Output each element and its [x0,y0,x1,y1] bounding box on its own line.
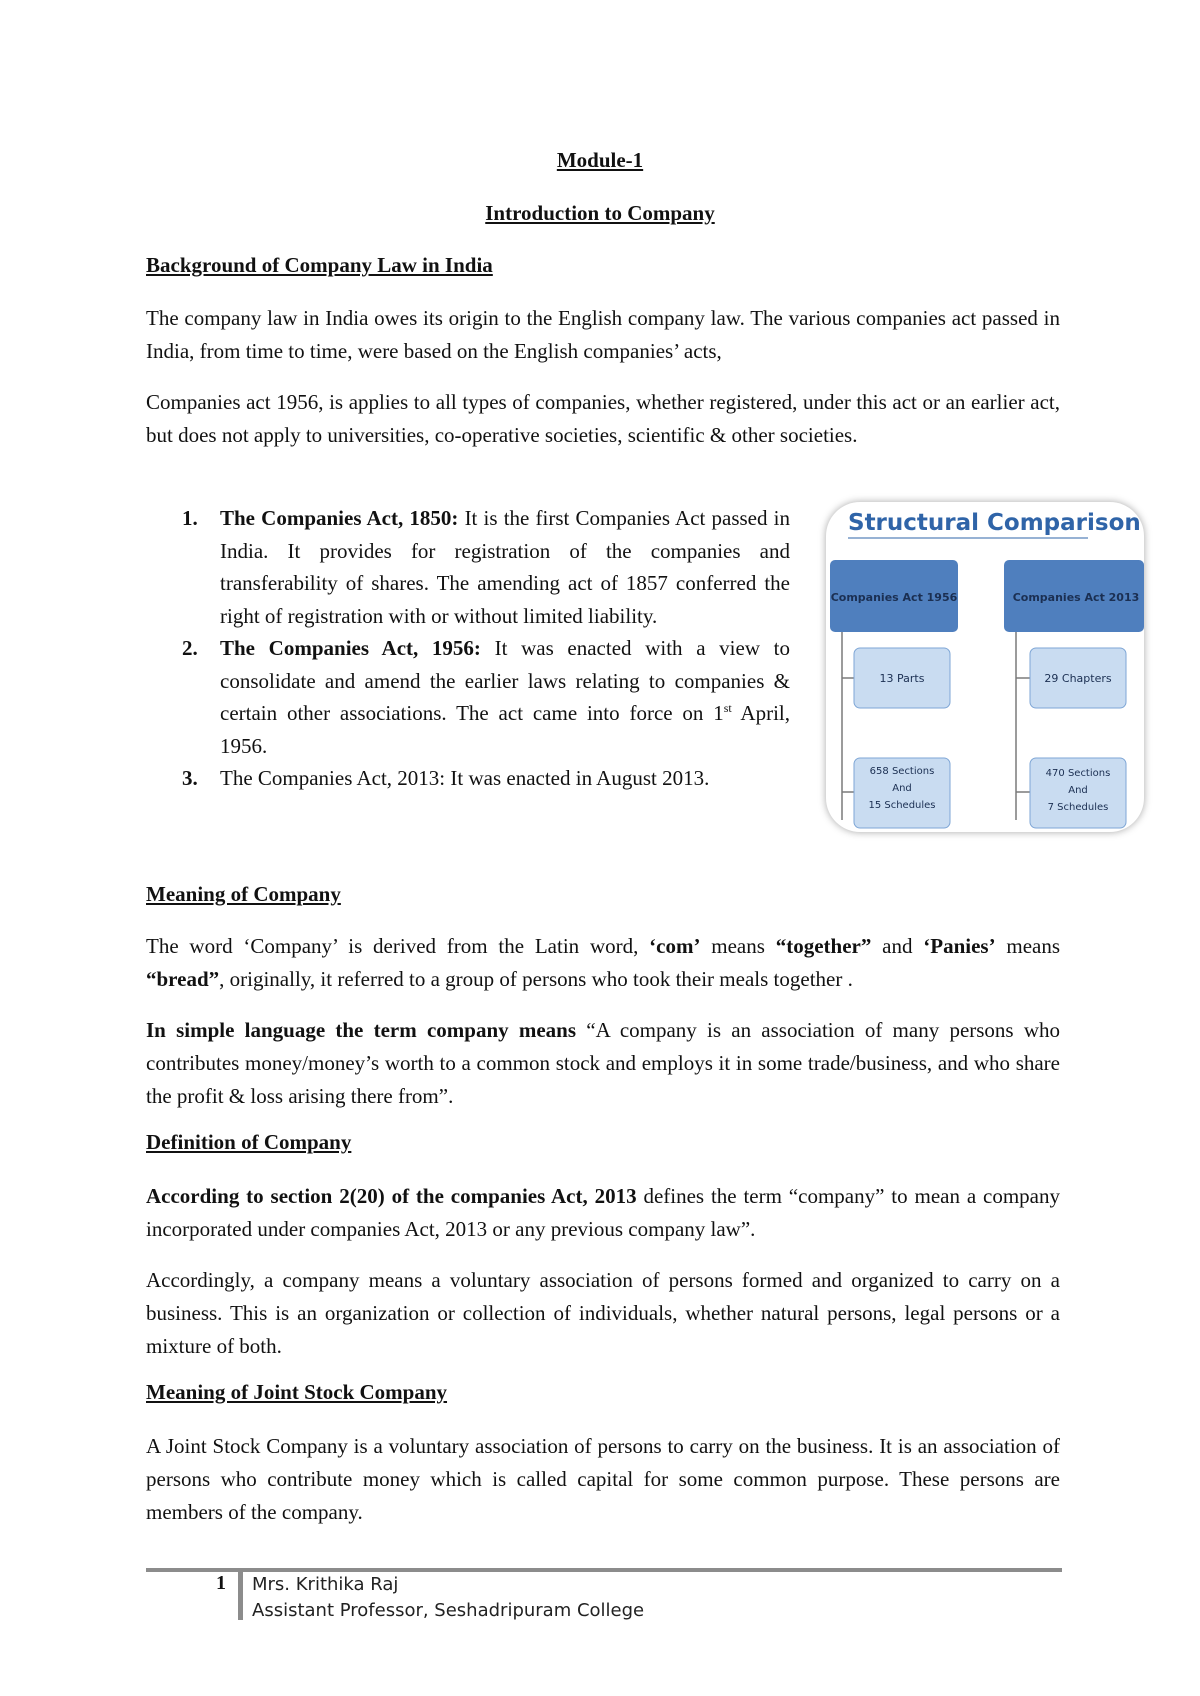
bold-lead: In simple language the term company means [146,1018,577,1042]
footer-divider [238,1568,243,1620]
intro-title: Introduction to Company [485,201,715,225]
footer-text [252,1572,644,1624]
bold-term: “together” [775,934,872,958]
text-run: The word ‘Company’ is derived from the Latin word, [146,934,650,958]
list-item [170,502,790,632]
list-item-text: The Companies Act, 2013: It was enacted in August 2013. [220,766,710,790]
text-run: means [700,934,776,958]
right-sections-line: 7 Schedules [1047,802,1109,813]
meaning-para-1 [146,930,1060,996]
joint-stock-heading: Meaning of Joint Stock Company [146,1380,448,1404]
text-run: defines the term “company” to mean a company incorporated under companies Act, 2013 or any previous company law”. [146,1184,1060,1241]
list-item [170,762,790,795]
structural-comparison-figure [826,502,1144,832]
background-para-1: The company law in India owes its origin to the English company law. The various companies act passed in India, from time to time, were based on the English companies’ acts, [146,306,1060,363]
companies-act-list [170,502,790,795]
bold-term: ‘com’ [649,934,701,958]
background-heading: Background of Company Law in India [146,253,493,277]
left-sections-line: And [892,783,912,794]
bold-lead: According to section 2(20) of the companies Act, 2013 [146,1184,637,1208]
figure-title: Structural Comparison [848,510,1141,536]
right-chapters-label: 29 Chapters [1044,672,1112,685]
list-item-bold: The Companies Act, 1956: [220,636,481,660]
page-number: 1 [216,1572,226,1594]
footer-author: Mrs. Krithika Raj [252,1574,399,1595]
superscript: st [723,701,732,715]
bold-term: ‘Panies’ [923,934,996,958]
list-number: 3. [182,766,198,790]
footer-designation: Assistant Professor, Seshadripuram College [252,1600,645,1621]
left-head-label: Companies Act 1956 [830,591,958,604]
list-item-text-end: April, 1956. [220,701,790,758]
list-number: 1. [182,506,198,530]
right-head-label: Companies Act 2013 [1012,591,1140,604]
left-parts-label: 13 Parts [879,672,925,685]
text-run: means [995,934,1061,958]
module-title: Module-1 [556,148,644,172]
text-run: and [871,934,924,958]
definition-heading: Definition of Company [146,1130,352,1154]
list-item-text: It was enacted with a view to consolidate and amend the earlier laws relating to companies & certain other associations. The act came into force on 1 [220,636,790,725]
list-number: 2. [182,636,198,660]
text-run: , originally, it referred to a group of persons who took their meals together . [219,967,853,991]
right-sections-line: And [1068,785,1088,796]
list-item-bold: The Companies Act, 1850: [220,506,459,530]
text-run: “A company is an association of many persons who contributes money/money’s worth to a common stock and employs it in some trade/business, and who share the profit & loss arising there from”. [146,1018,1060,1108]
definition-para-2: Accordingly, a company means a voluntary association of persons formed and organized to carry on a business. This is an organization or collection of individuals, whether natural persons, legal persons or a mixture of both. [146,1268,1060,1358]
left-sections-line: 658 Sections [869,766,935,777]
comparison-diagram [826,502,1144,832]
list-item-text: It is the first Companies Act passed in India. It provides for registration of the companies and transferability of shares. The amending act of 1857 conferred the right of registration with or without limited liability. [220,506,790,628]
left-sections-line: 15 Schedules [868,800,936,811]
definition-para-1 [146,1180,1060,1246]
joint-stock-para: A Joint Stock Company is a voluntary association of persons to carry on the business. It is an association of persons who contribute money which is called capital for some common purpose. These persons are members of the company. [146,1434,1060,1524]
list-item [170,632,790,762]
background-para-2: Companies act 1956, is applies to all types of companies, whether registered, under this act or an earlier act, but does not apply to universities, co-operative societies, scientific & other societies. [146,390,1060,447]
meaning-heading: Meaning of Company [146,882,341,906]
bold-term: “bread” [146,967,220,991]
right-sections-line: 470 Sections [1045,768,1111,779]
meaning-para-2 [146,1014,1060,1113]
